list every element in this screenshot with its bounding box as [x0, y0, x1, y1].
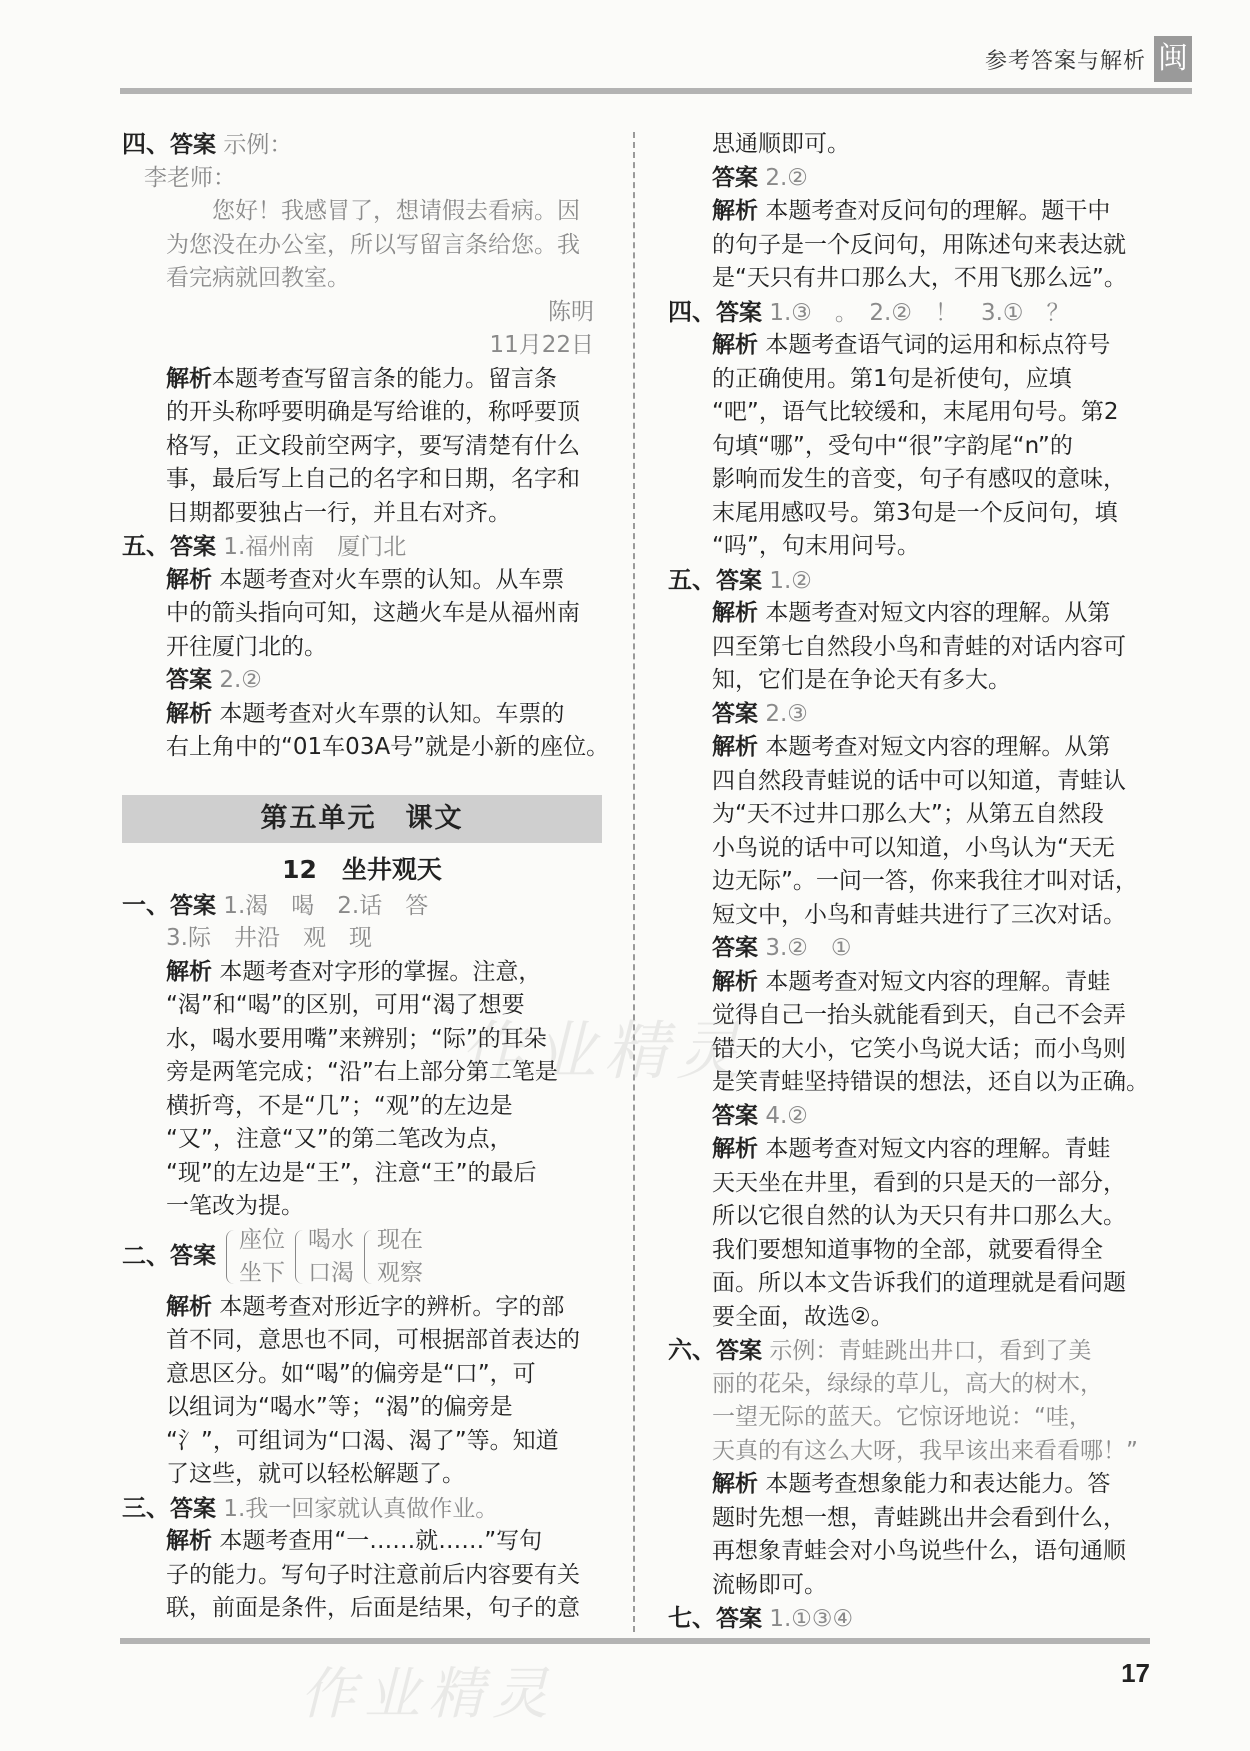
answer-label: 答案	[170, 892, 216, 919]
analysis-text: 本题考查对短文内容的理解。青蛙	[765, 968, 1111, 995]
analysis-text: 本题考查对火车票的认知。从车票	[219, 566, 565, 593]
analysis-label: 解析	[166, 1528, 212, 1554]
answer-text: 1.渴 喝 2.话 答	[223, 892, 429, 919]
answer-text: 3.② ①	[765, 935, 852, 961]
analysis-label: 解析	[712, 198, 758, 224]
answer-label: 答案	[716, 1338, 762, 1364]
analysis-text: 意思区分。如“喝”的偏旁是“口”，可	[166, 1360, 536, 1387]
analysis-text: 本题考查对反问句的理解。题干中	[765, 198, 1111, 224]
answer-text: 1.②	[769, 567, 812, 594]
answer-text: 一望无际的蓝天。它惊讶地说：“哇，	[712, 1404, 1092, 1430]
analysis-text: 末尾用感叹号。第3句是一个反问句，填	[712, 499, 1118, 526]
analysis-text: 了这些，就可以轻松解题了。	[166, 1461, 465, 1487]
analysis-label: 解析	[712, 600, 758, 626]
analysis-text: 的句子是一个反问句，用陈述句来表达就	[712, 231, 1126, 258]
analysis-text: 小鸟说的话中可以知道，小鸟认为“天无	[712, 834, 1115, 861]
analysis-text: 本题考查对短文内容的理解。青蛙	[765, 1136, 1111, 1162]
note-body: 看完病就回教室。	[166, 265, 350, 291]
answer-label: 答案	[170, 534, 216, 560]
analysis-label: 解析	[166, 1293, 212, 1320]
analysis-text: 本题考查想象能力和表达能力。答	[765, 1471, 1111, 1497]
watermark-logo: 作业精灵	[460, 1015, 748, 1089]
answer-text: 天真的有这么大呀，我早该出来看看哪！”	[712, 1437, 1138, 1464]
answer-text: 1.③ 。 2.② ！ 3.① ？	[769, 299, 1070, 326]
analysis-text: 影响而发生的音变，句子有感叹的意味，	[712, 466, 1126, 492]
analysis-text: 的正确使用。第1句是祈使句，应填	[712, 365, 1072, 392]
q-number: 四、	[668, 297, 716, 326]
header-rule	[120, 88, 1192, 94]
brace-icon	[364, 1230, 373, 1284]
column-divider	[633, 132, 635, 1632]
word: 口渴	[308, 1260, 354, 1286]
answer-label: 答案	[716, 1606, 762, 1632]
answer-text: 2.②	[765, 164, 808, 191]
analysis-text: 事，最后写上自己的名字和日期，名字和	[166, 466, 580, 492]
analysis-label: 解析	[712, 1136, 758, 1162]
analysis-text: 再想象青蛙会对小鸟说些什么，语句通顺	[712, 1538, 1126, 1564]
q-number: 六、	[668, 1336, 716, 1364]
analysis-text: 要全面，故选②。	[712, 1303, 894, 1330]
analysis-text: 本题考查用“一……就……”写句	[219, 1528, 543, 1554]
analysis-text: 本题考查对短文内容的理解。从第	[765, 734, 1111, 760]
q2-answer-row	[122, 1224, 602, 1291]
analysis-text: 子的能力。写句子时注意前后内容要有关	[166, 1561, 580, 1588]
analysis-text: 觉得自己一抬头就能看到天，自己不会弄	[712, 1002, 1126, 1028]
right-column	[668, 128, 1158, 1636]
note-body: 为您没在办公室，所以写留言条给您。我	[166, 231, 580, 258]
q-number: 五、	[122, 532, 170, 560]
answer-text: 丽的花朵，绿绿的草儿，高大的树木，	[712, 1370, 1103, 1397]
analysis-text: 四自然段青蛙说的话中可以知道，青蛙认	[712, 767, 1126, 794]
analysis-text: 本题考查对字形的掌握。注意，	[219, 958, 542, 985]
analysis-text: 本题考查对形近字的辨析。字的部	[219, 1293, 565, 1320]
analysis-text: 面。所以本文告诉我们的道理就是看问题	[712, 1270, 1126, 1296]
word: 喝水	[308, 1227, 354, 1253]
analysis-text: “渴”和“喝”的区别，可用“渴了想要	[166, 992, 525, 1018]
analysis-text: 中的箭头指向可知，这趟火车是从福州南	[166, 600, 580, 626]
analysis-text: 本题考查对短文内容的理解。从第	[765, 600, 1111, 626]
analysis-text: 思通顺即可。	[712, 131, 850, 157]
footer-rule	[120, 1638, 1150, 1644]
unit-title: 第五单元 课文	[122, 795, 602, 843]
analysis-text: 以组词为“喝水”等；“渴”的偏旁是	[166, 1394, 513, 1420]
analysis-text: 知，它们是在争论天有多大。	[712, 667, 1011, 693]
analysis-text: 我们要想知道事物的全部，就要看得全	[712, 1236, 1103, 1263]
answer-text: 1.我一回家就认真做作业。	[223, 1495, 499, 1522]
answer-text: 3.际 井沿 观 现	[166, 925, 372, 951]
analysis-text: 右上角中的“01车03A号”就是小新的座位。	[166, 734, 610, 760]
analysis-label: 解析	[712, 1471, 758, 1497]
note-signature: 陈明	[548, 298, 594, 325]
analysis-text: 四至第七自然段小鸟和青蛙的对话内容可	[712, 633, 1126, 660]
analysis-text: 一笔改为提。	[166, 1193, 304, 1219]
answer-text: 1.①③④	[769, 1606, 854, 1632]
answer-text: 示例：青蛙跳出井口，看到了美	[769, 1338, 1092, 1364]
word: 坐下	[239, 1260, 285, 1286]
analysis-text: 水，喝水要用嘴”来辨别；“际”的耳朵	[166, 1025, 547, 1052]
analysis-text: 日期都要独占一行，并且右对齐。	[166, 499, 511, 526]
analysis-text: 为“天不过井口那么大”；从第五自然段	[712, 801, 1104, 827]
answer-text: 2.②	[219, 667, 262, 693]
analysis-text: 开往厦门北的。	[166, 633, 327, 660]
answer-text: 1.福州南 厦门北	[223, 534, 407, 560]
analysis-text: 是“天只有井口那么大，不用飞那么远”。	[712, 265, 1127, 291]
analysis-text: “现”的左边是“王”，注意“王”的最后	[166, 1159, 537, 1186]
analysis-text: 本题考查对火车票的认知。车票的	[219, 700, 565, 727]
analysis-text: 题时先想一想，青蛙跳出井会看到什么，	[712, 1504, 1126, 1531]
answer-label: 答案	[712, 1102, 758, 1129]
analysis-text: 错天的大小，它笑小鸟说大话；而小鸟则	[712, 1035, 1126, 1062]
q-number: 三、	[122, 1493, 170, 1522]
word-group	[226, 1224, 285, 1290]
analysis-text: 天天坐在井里，看到的只是天的一部分，	[712, 1169, 1126, 1196]
note-body: 您好！我感冒了，想请假去看病。因	[212, 198, 580, 224]
q-number: 七、	[668, 1604, 716, 1632]
analysis-text: 本题考查语气词的运用和标点符号	[765, 332, 1111, 358]
analysis-text: 流畅即可。	[712, 1571, 827, 1598]
analysis-label: 解析	[166, 700, 212, 727]
analysis-text: 边无际”。一问一答，你来我往才叫对话，	[712, 868, 1138, 894]
word: 观察	[377, 1260, 423, 1286]
answer-label: 答案	[170, 1243, 216, 1270]
analysis-text: 联，前面是条件，后面是结果，句子的意	[166, 1595, 580, 1621]
word-group	[295, 1224, 354, 1290]
analysis-label: 解析	[166, 566, 212, 593]
brace-icon	[226, 1230, 235, 1284]
analysis-text: “又”，注意“又”的第二笔改为点，	[166, 1126, 513, 1152]
analysis-label: 解析	[166, 365, 212, 392]
analysis-text: 短文中，小鸟和青蛙共进行了三次对话。	[712, 901, 1126, 928]
answer-label: 答案	[166, 667, 212, 693]
analysis-text: 是笑青蛙坚持错误的想法，还自以为正确。	[712, 1069, 1149, 1095]
brace-icon	[295, 1230, 304, 1284]
analysis-label: 解析	[712, 734, 758, 760]
note-salutation: 李老师：	[144, 164, 236, 191]
header-title: 参考答案与解析	[984, 49, 1146, 74]
analysis-label: 解析	[166, 958, 212, 985]
answer-label: 答案	[712, 700, 758, 727]
answer-label: 答案	[170, 132, 216, 158]
q-number: 二、	[122, 1242, 170, 1271]
analysis-text: 横折弯，不是“几”；“观”的左边是	[166, 1092, 513, 1119]
answer-label: 答案	[712, 164, 758, 191]
answer-text: 4.②	[765, 1102, 808, 1129]
analysis-label: 解析	[712, 968, 758, 995]
page-number: 17	[1121, 1658, 1150, 1688]
word: 座位	[239, 1227, 285, 1253]
answer-text: 2.③	[765, 700, 808, 727]
analysis-text: 旁是两笔完成；“沿”右上部分第二笔是	[166, 1059, 558, 1085]
word: 现在	[377, 1227, 423, 1253]
lesson-title: 12 坐井观天	[282, 854, 442, 884]
answer-label: 答案	[716, 567, 762, 594]
word-group	[364, 1224, 423, 1290]
q-number: 五、	[668, 565, 716, 594]
analysis-text: 所以它很自然的认为天只有井口那么大。	[712, 1203, 1126, 1229]
answer-label: 答案	[716, 299, 762, 326]
answer-label: 答案	[712, 935, 758, 961]
region-badge: 闽	[1154, 36, 1192, 82]
q-number: 一、	[122, 890, 170, 919]
answer-text: 示例：	[223, 132, 293, 158]
analysis-text: 的开头称呼要明确是写给谁的，称呼要顶	[166, 399, 580, 425]
analysis-text: “吧”，语气比较缓和，末尾用句号。第2	[712, 399, 1119, 425]
analysis-text: 首不同，意思也不同，可根据部首表达的	[166, 1327, 580, 1353]
q-number: 四、	[122, 130, 170, 158]
analysis-text: 格写，正文段前空两字，要写清楚有什么	[166, 432, 580, 459]
analysis-text: “吗”，句末用问号。	[712, 533, 920, 559]
answer-label: 答案	[170, 1495, 216, 1522]
analysis-text: “氵”，可组词为“口渴、渴了”等。知道	[166, 1427, 559, 1454]
watermark-logo-bottom: 作业精灵	[300, 1662, 556, 1727]
note-date: 11月22日	[489, 332, 594, 358]
analysis-text: 本题考查写留言条的能力。留言条	[212, 365, 557, 392]
analysis-text: 句填“哪”，受句中“很”字韵尾“n”的	[712, 432, 1073, 459]
analysis-label: 解析	[712, 332, 758, 358]
